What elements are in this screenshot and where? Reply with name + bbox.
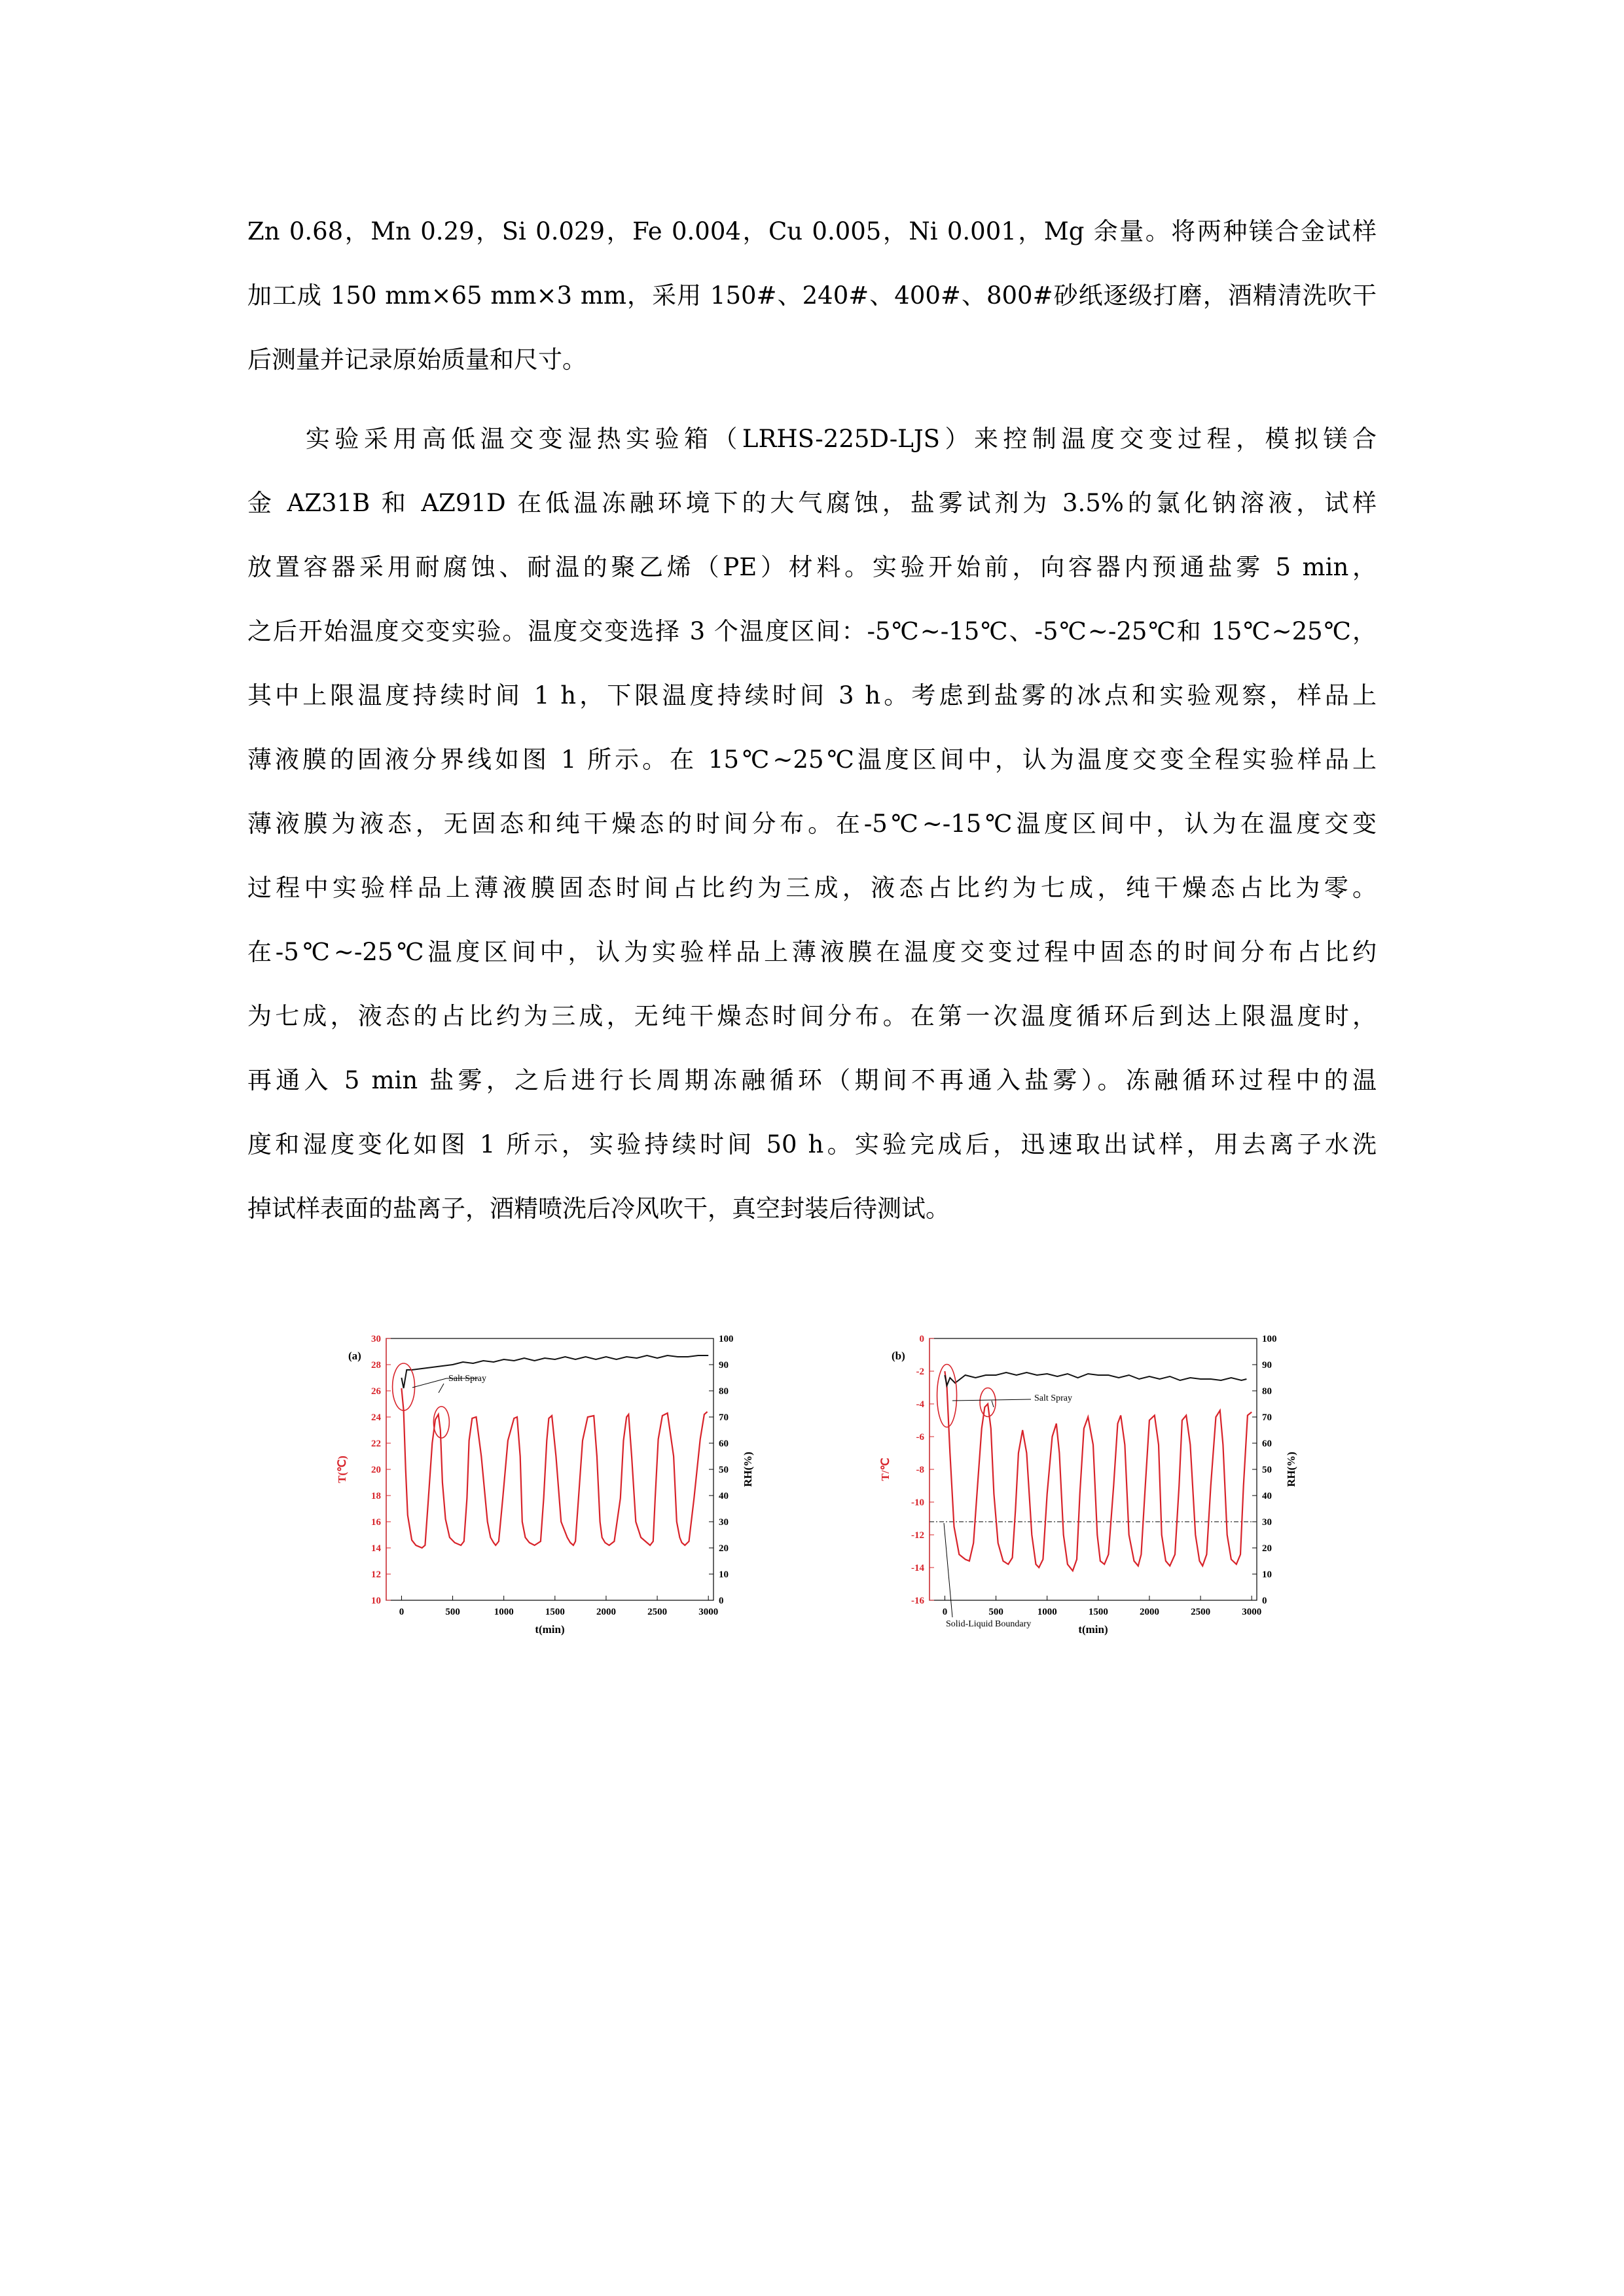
x-tick-label: 3000 xyxy=(698,1607,719,1617)
text-line: 掉试样表面的盐离子，酒精喷洗后冷风吹干，真空封装后待测试。 xyxy=(247,1194,950,1223)
y-left-tick-label: -10 xyxy=(911,1498,924,1508)
text-line: 金 AZ31B 和 AZ91D 在低温冻融环境下的大气腐蚀，盐雾试剂为 3.5%的氯化钠溶液，试样 xyxy=(247,489,1377,517)
text-line: 后测量并记录原始质量和尺寸。 xyxy=(247,346,586,374)
x-axis-label: t(min) xyxy=(1078,1623,1108,1636)
y-right-tick-label: 60 xyxy=(719,1439,729,1449)
y-left-tick-label: 16 xyxy=(371,1517,381,1528)
x-tick-label: 2000 xyxy=(596,1607,616,1617)
y-left-tick-label: -8 xyxy=(916,1465,924,1475)
x-tick-label: 0 xyxy=(399,1607,405,1617)
x-tick-label: 3000 xyxy=(1242,1607,1262,1617)
y-right-tick-label: 100 xyxy=(1262,1334,1277,1344)
paragraph-2 xyxy=(247,407,1377,1241)
y-left-tick-label: -4 xyxy=(916,1399,924,1410)
y-right-axis-label: RH(%) xyxy=(742,1452,754,1487)
x-axis-label: t(min) xyxy=(535,1623,565,1636)
y-left-tick-label: 10 xyxy=(371,1596,381,1606)
humidity-series-line xyxy=(945,1372,1246,1386)
y-left-tick-label: 22 xyxy=(371,1439,381,1449)
y-right-axis-label: RH(%) xyxy=(1285,1452,1297,1487)
y-right-tick-label: 10 xyxy=(719,1570,729,1580)
text-line: 薄液膜的固液分界线如图 1 所示。在 15℃~25℃温度区间中，认为温度交变全程实验样品上 xyxy=(247,745,1377,774)
x-tick-label: 2500 xyxy=(1191,1607,1211,1617)
y-right-tick-label: 80 xyxy=(719,1386,729,1397)
y-right-tick-label: 10 xyxy=(1262,1570,1272,1580)
text-line: 度和湿度变化如图 1 所示，实验持续时间 50 h。实验完成后，迅速取出试样，用去离子水洗 xyxy=(247,1130,1377,1158)
y-left-tick-label: 30 xyxy=(371,1334,381,1344)
annotation-leader xyxy=(992,1401,994,1407)
x-tick-label: 1000 xyxy=(1037,1607,1057,1617)
y-right-tick-label: 100 xyxy=(719,1334,734,1344)
y-left-axis-label: T(℃) xyxy=(336,1456,348,1483)
text-line: Zn 0.68，Mn 0.29，Si 0.029，Fe 0.004，Cu 0.005，Ni 0.001，Mg 余量。将两种镁合金试样 xyxy=(247,217,1377,245)
text-line: 加工成 150 mm×65 mm×3 mm，采用 150#、240#、400#、800#砂纸逐级打磨，酒精清洗吹干 xyxy=(247,281,1377,310)
salt-spray-annotation: Salt Spray xyxy=(448,1374,486,1384)
y-left-tick-label: 26 xyxy=(371,1386,381,1397)
x-tick-label: 0 xyxy=(942,1607,948,1617)
x-tick-label: 2500 xyxy=(647,1607,668,1617)
y-left-tick-label: 20 xyxy=(371,1465,381,1475)
y-left-tick-label: 18 xyxy=(371,1491,381,1501)
chart-b xyxy=(851,1316,1309,1656)
chart-a xyxy=(308,1316,766,1656)
text-line: 再通入 5 min 盐雾，之后进行长周期冻融循环（期间不再通入盐雾）。冻融循环过程中的温 xyxy=(247,1066,1377,1094)
y-right-tick-label: 40 xyxy=(719,1491,729,1501)
figure-panel-a xyxy=(308,1316,766,1656)
boundary-label: Solid-Liquid Boundary xyxy=(946,1619,1032,1629)
temperature-series-line xyxy=(945,1371,1252,1571)
text-line: 在-5℃~-25℃温度区间中，认为实验样品上薄液膜在温度交变过程中固态的时间分布占比约 xyxy=(247,938,1377,966)
y-right-tick-label: 30 xyxy=(719,1517,729,1528)
y-right-tick-label: 70 xyxy=(719,1412,729,1423)
y-left-tick-label: -12 xyxy=(911,1530,924,1541)
y-right-tick-label: 60 xyxy=(1262,1439,1272,1449)
humidity-series-line xyxy=(401,1355,708,1388)
y-right-tick-label: 50 xyxy=(719,1465,729,1475)
x-tick-label: 500 xyxy=(988,1607,1003,1617)
text-line: 放置容器采用耐腐蚀、耐温的聚乙烯（PE）材料。实验开始前，向容器内预通盐雾 5 min， xyxy=(247,553,1377,581)
x-tick-label: 2000 xyxy=(1139,1607,1159,1617)
y-right-tick-label: 30 xyxy=(1262,1517,1272,1528)
annotation-leader xyxy=(439,1384,444,1393)
y-right-tick-label: 40 xyxy=(1262,1491,1272,1501)
text-line: 薄液膜为液态，无固态和纯干燥态的时间分布。在-5℃~-15℃温度区间中，认为在温度交变 xyxy=(247,810,1377,838)
text-line: 之后开始温度交变实验。温度交变选择 3 个温度区间：-5℃~-15℃、-5℃~-25℃和 15℃~25℃， xyxy=(247,617,1377,645)
panel-label: (a) xyxy=(348,1350,361,1362)
figure-panel-b xyxy=(851,1316,1309,1656)
y-right-tick-label: 70 xyxy=(1262,1412,1272,1423)
y-left-tick-label: -2 xyxy=(916,1367,924,1377)
text-line: 为七成，液态的占比约为三成，无纯干燥态时间分布。在第一次温度循环后到达上限温度时， xyxy=(247,1002,1377,1030)
y-right-tick-label: 20 xyxy=(1262,1543,1272,1554)
x-tick-label: 500 xyxy=(445,1607,460,1617)
x-tick-label: 1500 xyxy=(545,1607,565,1617)
y-left-tick-label: -14 xyxy=(911,1563,924,1573)
text-line: 实验采用高低温交变湿热实验箱（LRHS-225D-LJS）来控制温度交变过程，模拟镁合 xyxy=(247,425,1377,453)
y-left-tick-label: 28 xyxy=(371,1360,381,1371)
y-right-tick-label: 80 xyxy=(1262,1386,1272,1397)
y-right-tick-label: 50 xyxy=(1262,1465,1272,1475)
salt-spray-annotation: Salt Spray xyxy=(1034,1393,1072,1403)
plot-frame xyxy=(386,1338,713,1600)
y-left-tick-label: 14 xyxy=(371,1543,381,1554)
y-right-tick-label: 0 xyxy=(719,1596,724,1606)
x-tick-label: 1000 xyxy=(494,1607,514,1617)
y-right-tick-label: 90 xyxy=(719,1360,729,1371)
paragraph-1 xyxy=(247,200,1377,392)
y-left-axis-label: T/℃ xyxy=(879,1458,892,1481)
y-left-tick-label: -16 xyxy=(911,1596,924,1606)
salt-spray-highlight-circle xyxy=(433,1407,449,1438)
y-left-tick-label: 0 xyxy=(919,1334,924,1344)
salt-spray-highlight-circle xyxy=(980,1388,996,1417)
y-right-tick-label: 20 xyxy=(719,1543,729,1554)
y-left-tick-label: 12 xyxy=(371,1570,381,1580)
annotation-leader xyxy=(412,1378,446,1388)
panel-label: (b) xyxy=(892,1350,905,1362)
annotation-leader xyxy=(952,1399,1031,1401)
text-line: 其中上限温度持续时间 1 h，下限温度持续时间 3 h。考虑到盐雾的冰点和实验观察，样品上 xyxy=(247,681,1377,709)
x-tick-label: 1500 xyxy=(1088,1607,1108,1617)
y-right-tick-label: 90 xyxy=(1262,1360,1272,1371)
y-right-tick-label: 0 xyxy=(1262,1596,1267,1606)
text-line: 过程中实验样品上薄液膜固态时间占比约为三成，液态占比约为七成，纯干燥态占比为零。 xyxy=(247,874,1377,902)
y-left-tick-label: 24 xyxy=(371,1412,381,1423)
y-left-tick-label: -6 xyxy=(916,1432,924,1443)
boundary-leader xyxy=(944,1523,952,1617)
